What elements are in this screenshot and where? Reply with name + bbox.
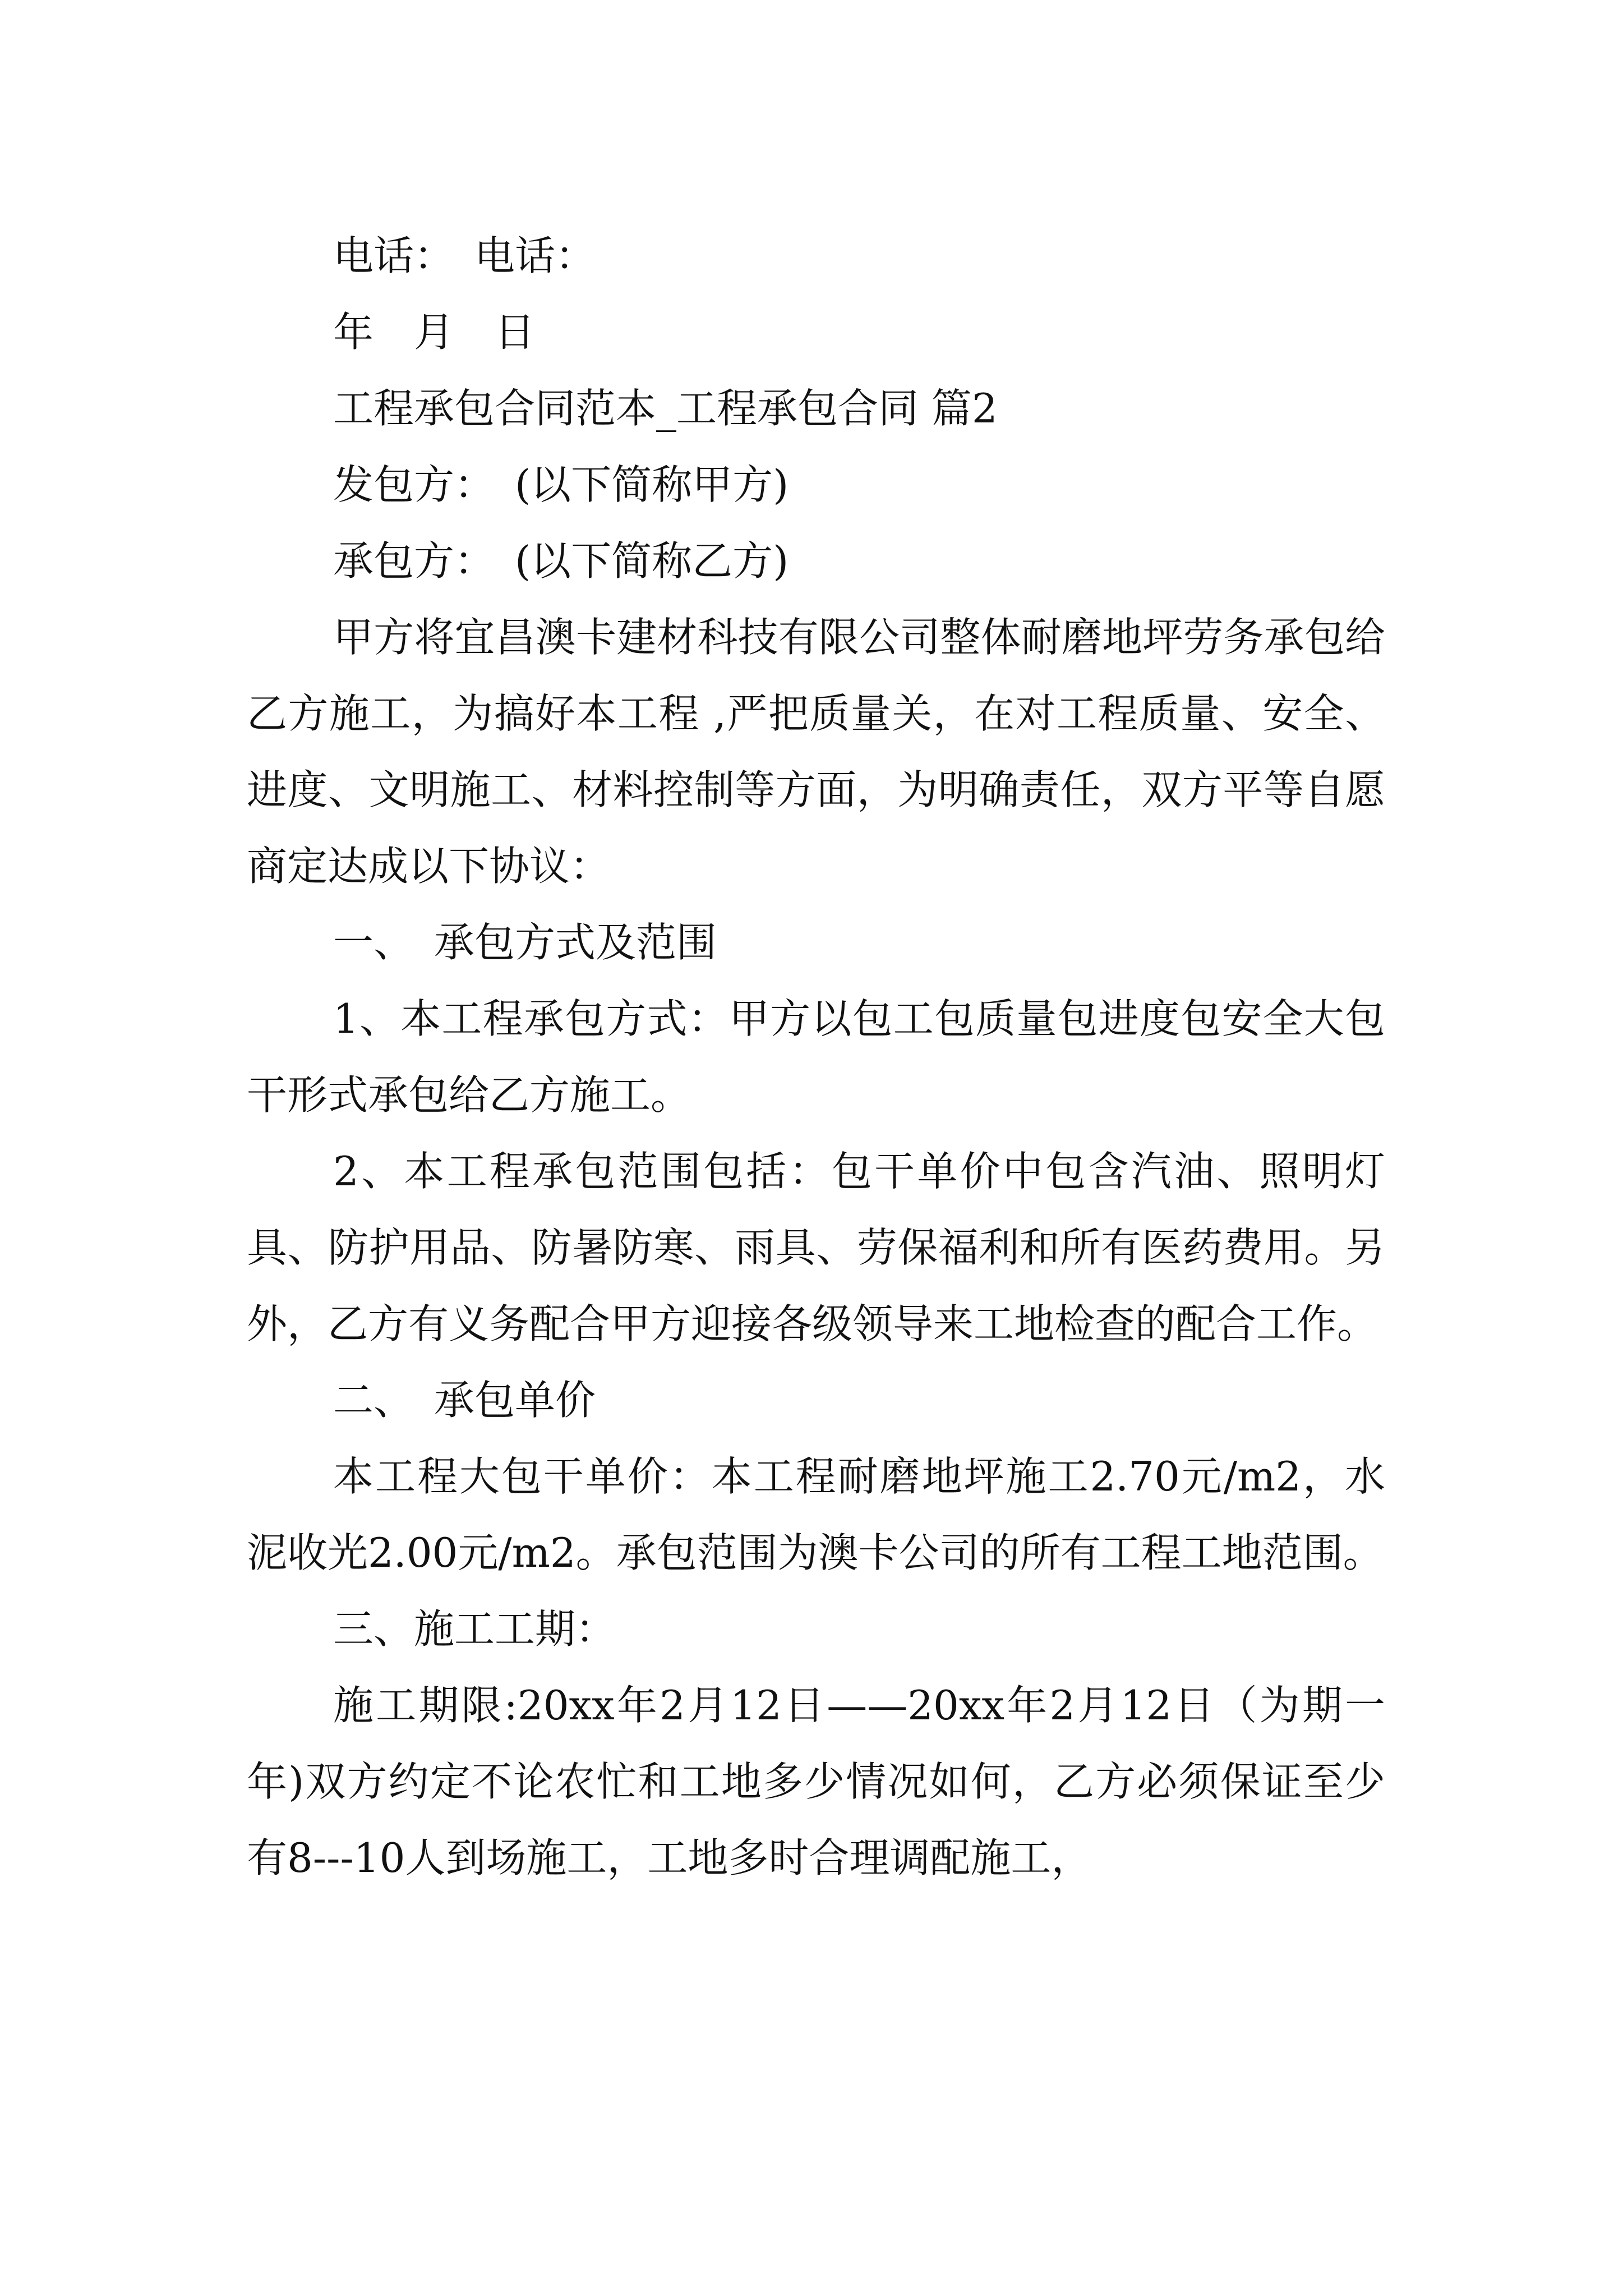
- document-body: [247, 218, 1385, 1896]
- date-line: 年 月 日: [333, 309, 536, 356]
- party-a-line: 发包方： (以下简称甲方): [333, 461, 789, 508]
- section-2-heading: 二、 承包单价: [333, 1377, 596, 1424]
- contract-title: 工程承包合同范本_工程承包合同 篇2: [333, 385, 998, 432]
- phone-line: 电话： 电话：: [333, 232, 596, 279]
- intro-paragraph: 甲方将宜昌澳卡建材科技有限公司整体耐磨地坪劳务承包给乙方施工，为搞好本工程 ,严把质量关，在对工程质量、安全、进度、文明施工、材料控制等方面，为明确责任，双方平等自愿商定达成以下协议：: [247, 614, 1385, 890]
- section-2-text: 本工程大包干单价：本工程耐磨地坪施工2.70元/m2，水泥收光2.00元/m2。承包范围为澳卡公司的所有工程工地范围。: [247, 1453, 1385, 1576]
- section-1-item-1: 1、本工程承包方式：甲方以包工包质量包进度包安全大包干形式承包给乙方施工。: [247, 995, 1385, 1119]
- section-1-item-2: 2、本工程承包范围包括：包干单价中包含汽油、照明灯具、防护用品、防暑防寒、雨具、劳保福利和所有医药费用。另外，乙方有义务配合甲方迎接各级领导来工地检查的配合工作。: [247, 1148, 1385, 1347]
- section-1-heading: 一、 承包方式及范围: [333, 919, 717, 966]
- section-3-heading: 三、施工工期：: [333, 1605, 616, 1653]
- section-3-text: 施工期限:20xx年2月12日——20xx年2月12日（为期一年)双方约定不论农忙和工地多少情况如何，乙方必须保证至少有8---10人到场施工，工地多时合理调配施工，: [247, 1682, 1385, 1881]
- party-b-line: 承包方： (以下简称乙方): [333, 537, 789, 585]
